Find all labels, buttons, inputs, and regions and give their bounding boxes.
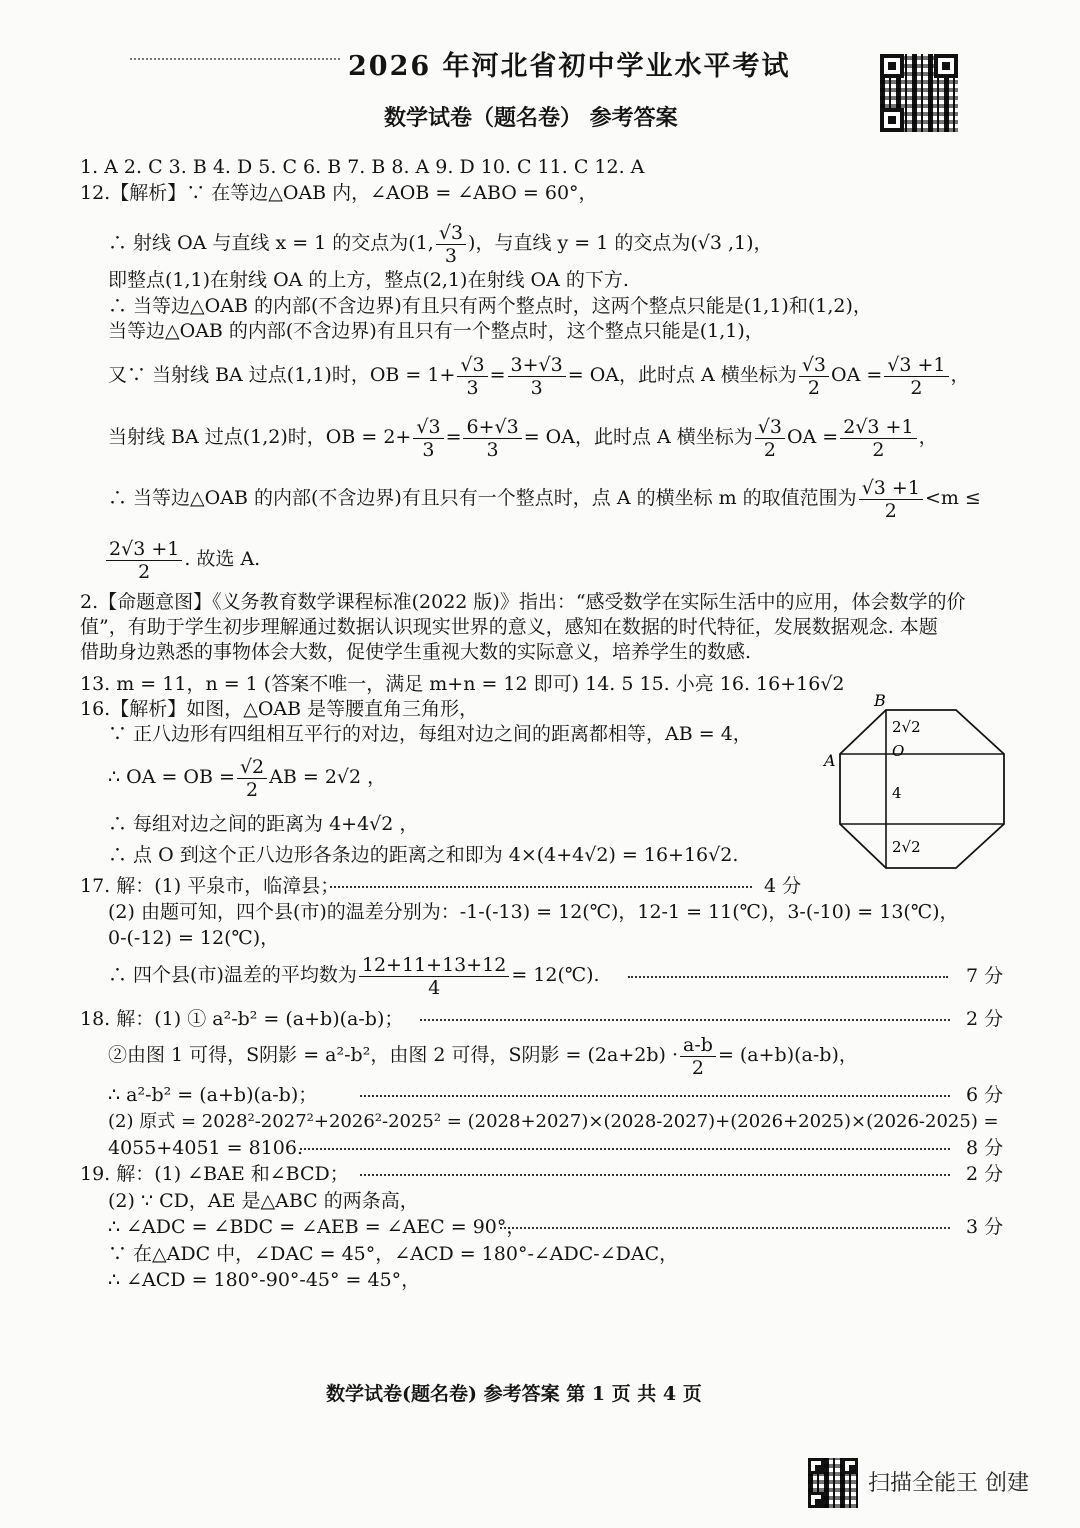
text-segment: ∴ 射线 OA 与直线 x = 1 的交点为(1, [108,232,434,254]
label-bottom-length: 2√2 [892,838,921,856]
fraction [859,477,923,522]
fraction-numerator: 2√3 +1 [840,416,916,439]
fraction-numerator: a-b [680,1034,716,1057]
fraction-denominator: 3 [422,438,435,461]
fraction [359,954,509,999]
qr-code-icon [880,54,958,132]
fraction [508,354,566,399]
fraction-numerator: √3 +1 [859,477,923,500]
score-q17-1: 4 分 [764,875,802,897]
fraction [413,416,443,461]
text-segment: ∴ OA = OB = [108,766,235,788]
q19-line5: ∴ ∠ACD = 180°-90°-45° = 45°， [108,1269,421,1291]
answer-choices-line: 1. A 2. C 3. B 4. D 5. C 6. B 7. B 8. A 9. D 10. C 11. C 12. A [80,156,645,178]
q19-line3: ∴ ∠ADC = ∠BDC = ∠AEB = ∠AEC = 90°， [108,1216,526,1238]
q16-analysis-line1: 16.【解析】如图，△OAB 是等腰直角三角形， [80,698,479,720]
fraction [457,354,487,399]
fraction [436,222,466,267]
q18-line1: 18. 解：(1) ① a²-b² = (a+b)(a-b)； [80,1008,404,1030]
q18-line3: ∴ a²-b² = (a+b)(a-b)； [108,1084,318,1106]
q18-line5: 4055+4051 = 8106. [108,1137,304,1159]
fraction-denominator: 2 [910,376,923,399]
text-segment: ， [950,364,970,386]
score-q19-2: 3 分 [966,1216,1004,1238]
qr-code-icon [808,1458,858,1508]
fraction-denominator: 2 [691,1056,705,1079]
text-segment: 当射线 BA 过点(1,2)时，OB = 2+ [108,426,412,448]
octagon-outline [840,710,1004,868]
score-q18-1: 2 分 [966,1008,1004,1030]
text-segment: = OA，此时点 A 横坐标为 [567,364,797,386]
q18-line2 [108,1032,858,1079]
q2-intent-line3: 借助身边熟悉的事物体会大数，促使学生重视大数的实际意义，培养学生的数感. [80,641,752,663]
text-segment: )，与直线 y = 1 的交点为(√3 ,1)， [468,232,773,254]
page-subtitle: 数学试卷（题名卷） 参考答案 [384,105,678,131]
score-leader [300,1148,950,1150]
answers-13-16: 13. m = 11，n = 1 (答案不唯一，满足 m+n = 12 即可) 14. 5 15. 小亮 16. 16+16√2 [80,673,845,695]
fraction-numerator: √3 [413,416,443,439]
text-segment: OA = [831,364,883,386]
fraction-denominator: 2 [138,560,151,583]
q12-analysis-line1: 12.【解析】∵ 在等边△OAB 内，∠AOB = ∠ABO = 60°， [80,182,598,204]
segment-ob [840,710,886,754]
q2-intent-line2: 值”，有助于学生初步理解通过数据认识现实世界的意义，感知在数据的时代特征，发展数据观念. 本题 [80,616,938,638]
q19-line1: 19. 解：(1) ∠BAE 和∠BCD； [80,1163,349,1185]
label-a: A [824,751,836,770]
q18-line4: (2) 原式 = 2028²-2027²+2026²-2025² = (2028+2027)×(2028-2027)+(2026+2025)×(2026-2025) = [108,1111,999,1132]
score-leader [360,1174,950,1176]
score-q17-2: 7 分 [966,965,1004,987]
q19-line2: (2) ∵ CD，AE 是△ABC 的两条高， [108,1190,419,1212]
score-leader [628,976,948,978]
fraction-denominator: 2 [807,376,820,399]
fraction-denominator: 2 [763,438,776,461]
text-segment: ②由图 1 可得，S阴影 = a²-b²，由图 2 可得，S阴影 = (2a+2b) · [108,1044,679,1066]
q16-analysis-line2: ∵ 正八边形有四组相互平行的对边，每组对边之间的距离都相等，AB = 4， [108,723,752,745]
q16-analysis-line4: ∴ 每组对边之间的距离为 4+4√2 ， [108,813,419,835]
page-title: 2026 年河北省初中学业水平考试 [348,51,791,82]
text-segment: 又∵ 当射线 BA 过点(1,1)时，OB = 1+ [108,364,456,386]
q12-analysis-line9 [104,536,260,583]
q19-line4: ∵ 在△ADC 中，∠DAC = 45°，∠ACD = 180°-∠ADC-∠DAC， [108,1243,679,1265]
fraction-numerator: 2√3 +1 [106,538,182,561]
q17-line3: 0-(-12) = 12(℃)， [108,927,280,949]
fraction-denominator: 3 [444,244,457,267]
scanner-watermark: 扫描全能王 创建 [868,1471,1029,1496]
fraction-numerator: 6+√3 [463,416,521,439]
fraction [106,538,182,583]
fraction [237,756,267,801]
score-q19-1: 2 分 [966,1163,1004,1185]
score-leader [330,886,752,888]
fraction [799,354,829,399]
fraction-denominator: 2 [245,778,259,801]
fraction [463,416,521,461]
text-segment: = [489,364,506,386]
fraction-denominator: 2 [872,438,885,461]
q17-line4 [108,952,600,999]
fraction-numerator: 12+11+13+12 [359,954,509,977]
q12-analysis-line4: ∴ 当等边△OAB 的内部(不含边界)有且只有两个整点时，这两个整点只能是(1,1)和(1,2)， [108,295,872,317]
q12-analysis-line7 [108,414,938,461]
text-segment: ， [918,426,938,448]
label-b: B [874,692,886,710]
score-q18-3: 8 分 [966,1137,1004,1159]
fraction [680,1034,716,1079]
fraction-numerator: √3 +1 [884,354,948,377]
header-dotted-rule [130,58,340,60]
label-top-length: 2√2 [892,718,921,736]
score-leader [360,1095,950,1097]
fraction-numerator: √3 [436,222,466,245]
fraction [840,416,916,461]
score-leader [420,1019,950,1021]
q12-analysis-line3: 即整点(1,1)在射线 OA 的上方，整点(2,1)在射线 OA 的下方. [108,269,629,291]
text-segment: AB = 2√2 ， [269,766,387,788]
fraction-denominator: 4 [428,976,441,999]
fraction-numerator: √3 [457,354,487,377]
q16-analysis-line5: ∴ 点 O 到这个正八边形各条边的距离之和即为 4×(4+4√2) = 16+16√2. [108,844,739,866]
q16-analysis-line3 [108,754,386,801]
fraction-numerator: √2 [237,756,267,779]
q12-analysis-line5: 当等边△OAB 的内部(不含边界)有且只有一个整点时，这个整点只能是(1,1)， [108,320,764,342]
q17-line1: 17. 解：(1) 平泉市，临漳县； [80,875,340,897]
q17-line2: (2) 由题可知，四个县(市)的温差分别为：-1-(-13) = 12(℃)，12-1 = 11(℃)，3-(-10) = 13(℃)， [108,901,959,923]
fraction-numerator: √3 [755,416,785,439]
fraction [755,416,785,461]
q2-intent-line1: 2.【命题意图】《义务教育数学课程标准(2022 版)》指出：“感受数学在实际生活中的应用，体会数学的价 [80,591,966,613]
fraction [884,354,948,399]
fraction-denominator: 3 [486,438,499,461]
fraction-denominator: 2 [884,499,897,522]
fraction-numerator: √3 [799,354,829,377]
text-segment: = [445,426,462,448]
label-mid-length: 4 [892,784,902,802]
octagon-figure [822,692,1018,882]
text-segment: = (a+b)(a-b)， [717,1044,858,1066]
page-footer: 数学试卷(题名卷) 参考答案 第 1 页 共 4 页 [326,1383,702,1405]
fraction-denominator: 3 [530,376,543,399]
score-leader [500,1227,950,1229]
text-segment: ∴ 四个县(市)温差的平均数为 [108,964,357,986]
fraction-denominator: 3 [466,376,479,399]
text-segment: . 故选 A. [184,548,261,570]
text-segment: OA = [786,426,839,448]
fraction-numerator: 3+√3 [508,354,566,377]
text-segment: = 12(℃). [511,964,600,986]
q12-analysis-line8 [108,475,981,522]
score-q18-2: 6 分 [966,1084,1004,1106]
text-segment: ∴ 当等边△OAB 的内部(不含边界)有且只有一个整点时，点 A 的横坐标 m 的取值范围为 [108,487,857,509]
q12-analysis-line2 [108,220,773,267]
text-segment: <m ≤ [924,487,981,509]
text-segment: = OA，此时点 A 横坐标为 [523,426,753,448]
label-o: O [892,742,905,760]
q12-analysis-line6 [108,352,970,399]
